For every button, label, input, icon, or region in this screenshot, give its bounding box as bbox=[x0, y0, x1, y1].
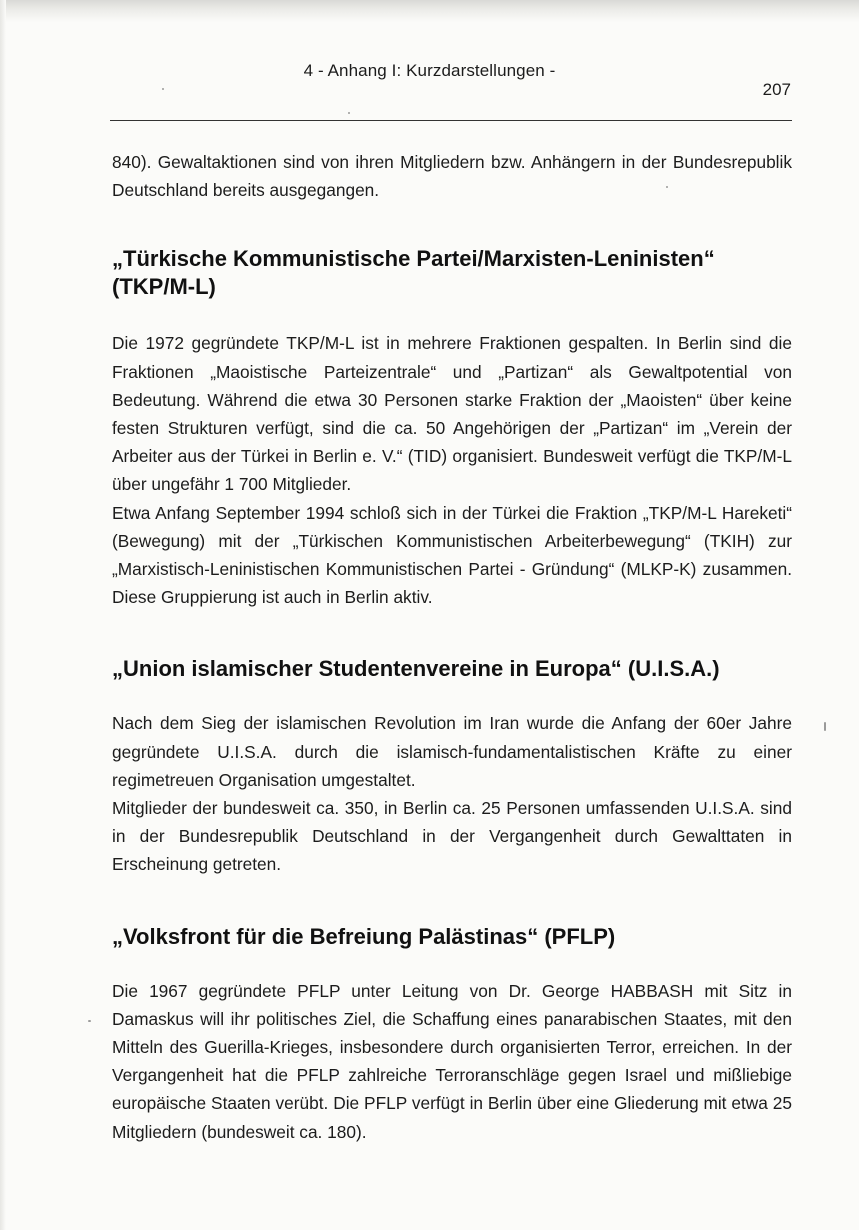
section-paragraph: Nach dem Sieg der islamischen Revolution im Iran wurde die Anfang der 60er Jahre gegründete U.I.S.A. durch die islamisch-fundamentalistischen Kräfte zu einer regimetreuen Organisation umgestaltet. bbox=[112, 713, 792, 790]
section-uisa bbox=[112, 655, 792, 878]
section-heading: „Volksfront für die Befreiung Palästinas“ (PFLP) bbox=[112, 923, 616, 949]
header-rule bbox=[110, 120, 792, 121]
section-heading-line2: (TKP/M-L) bbox=[112, 274, 216, 300]
scan-speck bbox=[162, 88, 164, 90]
section-heading: „Union islamischer Studentenvereine in Europa“ (U.I.S.A.) bbox=[112, 656, 720, 682]
scan-speck bbox=[348, 112, 350, 114]
scan-speck bbox=[666, 186, 668, 188]
page-number: 207 bbox=[762, 80, 791, 99]
scan-speck bbox=[824, 722, 826, 731]
section-paragraph: Mitglieder der bundesweit ca. 350, in Berlin ca. 25 Personen umfassenden U.I.S.A. sind in der Bundesrepublik Deutschland in der Vergangenheit durch Gewalttaten in Erscheinung getreten. bbox=[112, 798, 792, 875]
intro-paragraph: 840). Gewaltaktionen sind von ihren Mitgliedern bzw. Anhängern in der Bundesrepublik Deutschland bereits ausgegangen. bbox=[112, 152, 792, 201]
section-heading-line1: „Türkische Kommunistische Partei/Marxisten-Leninisten“ bbox=[112, 246, 715, 272]
section-paragraph: Die 1972 gegründete TKP/M-L ist in mehrere Fraktionen gespalten. In Berlin sind die Fraktionen „Maoistische Parteizentrale“ und „Partizan“ als Gewaltpotential von Bedeutung. Während die etwa 30 Personen starke Fraktion der „Maoisten“ über keine festen Strukturen verfügt, sind die ca. 50 Angehörigen der „Partizan“ im „Verein der Arbeiter aus der Türkei in Berlin e. V.“ (TID) organisiert. Bundesweit verfügt die TKP/M-L über ungefähr 1 700 Mitglieder. bbox=[112, 333, 792, 495]
section-paragraph: Etwa Anfang September 1994 schloß sich in der Türkei die Fraktion „TKP/M-L Hareketi“ (Bewegung) mit der „Türkischen Kommunistischen Arbeiterbewegung“ (TKIH) zur „Marxistisch-Leninistischen Kommunistischen Partei - Gründung“ (MLKP-K) zusammen. Diese Gruppierung ist auch in Berlin aktiv. bbox=[112, 502, 792, 608]
section-tkp-ml bbox=[112, 245, 792, 611]
page-body bbox=[112, 148, 792, 1146]
section-paragraph: Die 1967 gegründete PFLP unter Leitung von Dr. George HABBASH mit Sitz in Damaskus will ihr politisches Ziel, die Schaffung eines panarabischen Staates, mit den Mitteln des Guerilla-Krieges, insbesondere durch organisierten Terror, erreichen. In der Vergangenheit hat die PFLP zahlreiche Terroranschläge gegen Israel und mißliebige europäische Staaten verübt. Die PFLP verfügt in Berlin über eine Gliederung mit etwa 25 Mitgliedern (bundesweit ca. 180). bbox=[112, 980, 792, 1142]
scan-speck bbox=[88, 1020, 91, 1022]
running-header-title: 4 - Anhang I: Kurzdarstellungen - bbox=[303, 61, 556, 80]
scan-shadow-left bbox=[0, 0, 6, 1230]
section-heading bbox=[112, 245, 792, 301]
scan-shadow-top bbox=[0, 0, 859, 22]
section-pflp bbox=[112, 923, 792, 1146]
